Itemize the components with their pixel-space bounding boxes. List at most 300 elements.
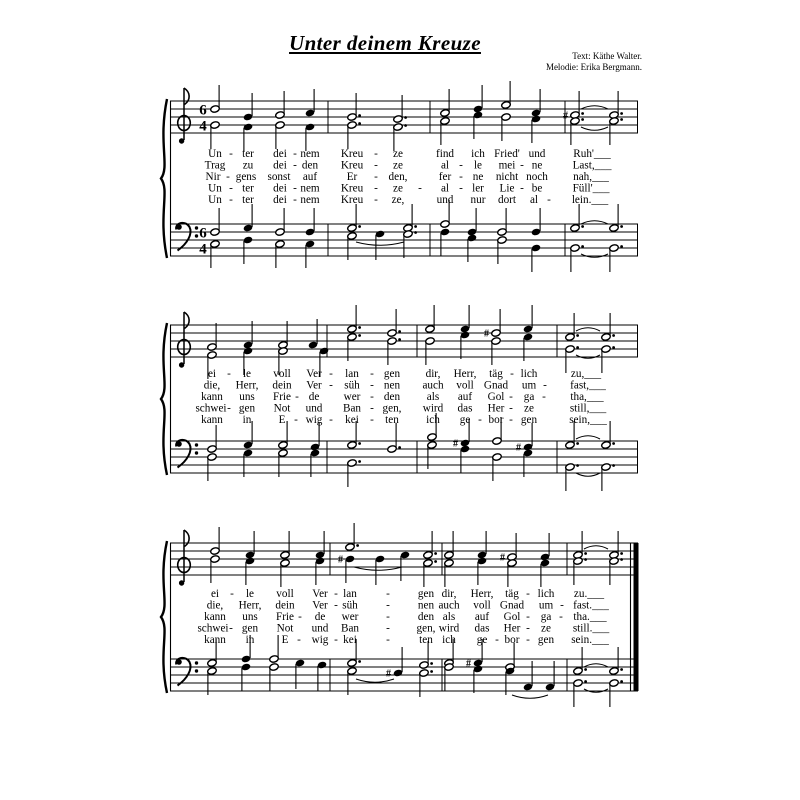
- lyric-syllable: gen: [241, 622, 259, 635]
- lyric-syllable: dein: [275, 599, 295, 612]
- augmentation-dot: [576, 464, 579, 467]
- lyric-syllable: sonst: [267, 171, 291, 183]
- lyric-syllable: al: [440, 182, 450, 195]
- lyric-syllable: ze,: [391, 194, 405, 206]
- lyric-syllable: gen: [520, 414, 538, 426]
- augmentation-dot: [398, 330, 401, 333]
- augmentation-dot: [358, 334, 361, 337]
- lyric-syllable: Gol: [487, 391, 505, 403]
- lyric-syllable: -: [520, 159, 524, 172]
- lyric-syllable: ze: [541, 622, 551, 635]
- lyric-syllable: nah,___: [573, 171, 609, 183]
- augmentation-dot: [414, 225, 417, 228]
- lyric-syllable: Herr,: [238, 599, 262, 612]
- lyric-syllable: Nir: [205, 171, 221, 183]
- lyric-syllable: -: [226, 171, 230, 183]
- lyric-syllable: dir,: [425, 368, 441, 380]
- lyric-syllable: die,: [203, 379, 221, 392]
- augmentation-dot: [584, 668, 587, 671]
- treble-clef-icon: [179, 580, 184, 585]
- lyric-syllable: den: [301, 159, 319, 172]
- lyric-syllable: nur: [470, 194, 486, 206]
- lyric-syllable: Ruh'___: [573, 148, 611, 160]
- lyric-syllable: uns: [242, 611, 258, 623]
- time-signature-denominator: 4: [199, 241, 207, 258]
- augmentation-dot: [434, 560, 437, 563]
- lyric-syllable: schwei: [197, 622, 229, 635]
- lyric-syllable: kann: [201, 391, 223, 403]
- lyric-syllable: Ver: [306, 368, 322, 380]
- lyric-syllable: -: [370, 379, 374, 392]
- credit-text-author: Text: Käthe Walter.: [572, 51, 642, 61]
- lyric-syllable: das: [474, 622, 490, 635]
- lyric-syllable: Gnad: [499, 599, 525, 612]
- augmentation-dot: [358, 122, 361, 125]
- augmentation-dot: [584, 552, 587, 555]
- lyric-syllable: wer: [343, 391, 361, 403]
- lyric-syllable: schwei: [195, 402, 227, 415]
- lyric-syllable: wird: [422, 402, 444, 415]
- system-brace: [161, 541, 167, 693]
- lyric-syllable: -: [386, 634, 390, 646]
- lyric-syllable: kann: [204, 611, 226, 623]
- lyric-syllable: lich: [520, 368, 538, 380]
- augmentation-dot: [358, 460, 361, 463]
- lyric-syllable: tha,___: [570, 391, 604, 403]
- lyric-syllable: fer: [438, 171, 452, 183]
- system-brace: [161, 99, 167, 258]
- accidental-sharp: #: [466, 658, 471, 670]
- lyric-syllable: sein.___: [571, 634, 609, 646]
- lyric-syllable: gen: [417, 588, 435, 600]
- lyric-syllable: le: [242, 368, 252, 380]
- lyric-syllable: Er: [346, 171, 358, 183]
- augmentation-dot: [620, 680, 623, 683]
- lyric-syllable: und: [436, 194, 454, 206]
- accidental-sharp: #: [500, 552, 505, 564]
- lyric-syllable: Un: [208, 194, 222, 206]
- lyric-syllable: dei: [273, 148, 287, 160]
- augmentation-dot: [584, 680, 587, 683]
- augmentation-dot: [356, 544, 359, 547]
- lyric-syllable: Ban: [342, 402, 362, 415]
- lyric-syllable: ten: [385, 414, 399, 426]
- lyric-syllable: -: [370, 391, 374, 403]
- lyric-syllable: Un: [208, 182, 222, 195]
- lyric-syllable: uns: [239, 391, 255, 403]
- lyric-syllable: de: [314, 611, 326, 623]
- augmentation-dot: [358, 225, 361, 228]
- lyric-syllable: -: [374, 159, 378, 172]
- lyric-syllable: als: [442, 611, 456, 623]
- tie: [512, 695, 548, 698]
- lyric-syllable: al: [529, 194, 539, 206]
- lyric-syllable: gen: [238, 402, 256, 415]
- lyric-syllable: auch: [422, 379, 444, 392]
- lyric-syllable: Her: [503, 622, 521, 635]
- lyric-syllable: kei: [345, 414, 359, 426]
- lyric-syllable: Gnad: [483, 379, 509, 392]
- lyric-syllable: -: [295, 391, 299, 403]
- page-title: Unter deinem Kreuze: [289, 31, 481, 55]
- augmentation-dot: [612, 346, 615, 349]
- lyric-syllable: dir,: [441, 588, 457, 600]
- lyric-syllable: dein: [272, 379, 292, 392]
- lyric-syllable: -: [526, 622, 530, 635]
- lyric-syllable: ga: [540, 611, 552, 623]
- augmentation-dot: [581, 245, 584, 248]
- lyric-syllable: zu,___: [570, 368, 602, 380]
- augmentation-dot: [620, 118, 623, 121]
- lyric-syllable: ter: [242, 148, 254, 160]
- lyric-syllable: und: [528, 148, 546, 160]
- lyric-syllable: Herr,: [453, 368, 477, 380]
- lyric-syllable: gen: [383, 368, 401, 380]
- lyric-syllable: Fried': [494, 148, 520, 160]
- lyric-syllable: -: [227, 368, 231, 380]
- lyric-syllable: -: [509, 402, 513, 415]
- augmentation-dot: [430, 662, 433, 665]
- accidental-sharp: #: [453, 438, 458, 450]
- augmentation-dot: [620, 558, 623, 561]
- lyric-syllable: und: [305, 402, 323, 415]
- lyric-syllable: -: [298, 611, 302, 623]
- lyric-syllable: Ver: [312, 588, 328, 600]
- treble-clef-icon: [179, 362, 184, 367]
- augmentation-dot: [576, 346, 579, 349]
- lyric-syllable: ter: [242, 194, 254, 206]
- augmentation-dot: [576, 334, 579, 337]
- lyric-syllable: Frie: [272, 391, 292, 403]
- lyric-syllable: Kreu: [340, 159, 364, 172]
- lyric-syllable: -: [509, 414, 513, 426]
- lyric-syllable: -: [478, 414, 482, 426]
- lyric-syllable: ich: [426, 414, 440, 426]
- lyric-syllable: den: [383, 391, 401, 403]
- lyric-syllable: Last,___: [572, 159, 612, 172]
- lyric-syllable: auch: [438, 599, 460, 612]
- lyric-syllable: Trag: [204, 159, 226, 172]
- augmentation-dot: [612, 334, 615, 337]
- lyric-syllable: gen: [537, 634, 555, 646]
- bass-clef-icon: [195, 661, 198, 664]
- lyric-syllable: Not: [276, 622, 294, 635]
- lyric-syllable: das: [457, 402, 473, 415]
- lyric-syllable: zu.___: [573, 588, 605, 600]
- treble-clef-icon: [184, 530, 189, 547]
- lyric-syllable: lein.___: [571, 194, 609, 206]
- lyric-syllable: wig: [311, 634, 329, 646]
- lyric-syllable: voll: [273, 368, 291, 380]
- lyric-syllable: um: [538, 599, 554, 612]
- lyric-syllable: ich: [471, 148, 485, 160]
- lyric-syllable: wer: [341, 611, 359, 623]
- lyric-syllable: in: [242, 414, 252, 426]
- lyric-syllable: den,: [388, 171, 408, 183]
- lyric-syllable: den: [417, 611, 435, 623]
- lyric-syllable: Gol: [503, 611, 521, 623]
- lyric-syllable: und: [311, 622, 329, 635]
- lyric-syllable: -: [374, 171, 378, 183]
- lyric-syllable: -: [229, 622, 233, 635]
- final-barline-thick: [634, 543, 639, 691]
- lyric-syllable: zu: [242, 159, 254, 172]
- bass-clef-icon: [195, 669, 198, 672]
- lyric-syllable: die,: [206, 599, 224, 612]
- lyric-syllable: ter: [242, 182, 254, 195]
- lyric-syllable: ge: [459, 414, 471, 426]
- lyric-syllable: auf: [457, 391, 473, 403]
- augmentation-dot: [581, 112, 584, 115]
- lyric-syllable: -: [294, 414, 298, 426]
- system-brace: [161, 323, 167, 475]
- lyric-syllable: Ver: [306, 379, 322, 392]
- lyric-syllable: nen: [383, 379, 401, 392]
- lyric-syllable: -: [374, 194, 378, 206]
- accidental-sharp: #: [516, 442, 521, 454]
- lyric-syllable: ne: [472, 171, 484, 183]
- lyric-syllable: als: [426, 391, 440, 403]
- lyric-syllable: ze: [393, 182, 403, 195]
- lyric-syllable: auf: [302, 171, 318, 183]
- time-signature-numerator: 6: [199, 225, 207, 242]
- bass-clef-icon: [195, 234, 198, 237]
- treble-clef-icon: [179, 138, 184, 143]
- lyric-syllable: gen,: [382, 402, 402, 415]
- lyric-syllable: still.___: [572, 622, 610, 635]
- lyric-syllable: ze: [393, 159, 403, 172]
- lyric-syllable: -: [334, 599, 338, 612]
- lyric-syllable: E: [281, 634, 289, 646]
- lyric-syllable: süh: [344, 379, 360, 392]
- lyric-syllable: -: [543, 379, 547, 392]
- lyric-syllable: kei: [343, 634, 357, 646]
- lyric-syllable: kann: [201, 414, 223, 426]
- lyric-syllable: voll: [276, 588, 294, 600]
- accidental-sharp: #: [563, 110, 568, 122]
- lyric-syllable: -: [374, 148, 378, 160]
- lyric-syllable: auf: [474, 611, 490, 623]
- augmentation-dot: [620, 112, 623, 115]
- lyric-syllable: -: [329, 368, 333, 380]
- lyric-syllable: lan: [343, 588, 357, 600]
- lyric-syllable: -: [293, 182, 297, 195]
- lyric-syllable: le: [473, 159, 483, 172]
- lyric-syllable: nem: [300, 194, 320, 206]
- lyric-syllable: -: [526, 611, 530, 623]
- augmentation-dot: [414, 231, 417, 234]
- lyric-syllable: bor: [488, 414, 504, 426]
- lyric-syllable: Lie: [499, 182, 515, 195]
- lyric-syllable: kann: [204, 634, 226, 646]
- lyric-syllable: -: [293, 159, 297, 172]
- accidental-sharp: #: [484, 328, 489, 340]
- tie: [356, 242, 404, 245]
- lyric-syllable: nem: [300, 182, 320, 195]
- lyric-syllable: -: [334, 588, 338, 600]
- lyric-syllable: ei: [210, 588, 220, 600]
- lyric-syllable: find: [435, 148, 455, 160]
- lyric-syllable: Füll'___: [572, 182, 610, 195]
- lyric-syllable: -: [510, 368, 514, 380]
- lyric-syllable: le: [245, 588, 255, 600]
- lyric-syllable: -: [293, 194, 297, 206]
- lyric-syllable: fast,___: [570, 379, 606, 392]
- lyric-syllable: Frie: [275, 611, 295, 623]
- lyric-syllable: lich: [537, 588, 555, 600]
- lyric-syllable: al: [440, 159, 450, 172]
- augmentation-dot: [434, 552, 437, 555]
- lyric-syllable: Herr,: [235, 379, 259, 392]
- lyric-syllable: ne: [531, 159, 543, 172]
- lyric-syllable: fast.___: [573, 599, 609, 612]
- augmentation-dot: [398, 338, 401, 341]
- augmentation-dot: [358, 660, 361, 663]
- lyric-syllable: -: [370, 368, 374, 380]
- lyric-syllable: -: [459, 159, 463, 172]
- tie: [584, 546, 608, 549]
- augmentation-dot: [581, 225, 584, 228]
- augmentation-dot: [404, 124, 407, 127]
- lyric-syllable: voll: [473, 599, 491, 612]
- lyric-syllable: -: [334, 634, 338, 646]
- lyric-syllable: -: [520, 182, 524, 195]
- lyric-syllable: Herr,: [470, 588, 494, 600]
- lyric-syllable: -: [386, 588, 390, 600]
- lyric-syllable: -: [386, 622, 390, 635]
- lyric-syllable: nem: [300, 148, 320, 160]
- lyric-syllable: -: [495, 634, 499, 646]
- lyric-syllable: -: [509, 391, 513, 403]
- bass-clef-icon: [195, 226, 198, 229]
- lyric-syllable: voll: [456, 379, 474, 392]
- lyric-syllable: wird: [438, 622, 460, 635]
- lyric-syllable: -: [560, 599, 564, 612]
- lyric-syllable: dei: [273, 182, 287, 195]
- lyric-syllable: noch: [526, 171, 548, 183]
- lyric-syllable: -: [418, 182, 422, 195]
- lyric-syllable: in: [245, 634, 255, 646]
- lyric-syllable: -: [386, 599, 390, 612]
- lyric-syllable: -: [370, 402, 374, 415]
- lyric-syllable: Un: [208, 148, 222, 160]
- lyric-syllable: ga: [523, 391, 535, 403]
- augmentation-dot: [576, 442, 579, 445]
- lyric-syllable: -: [229, 182, 233, 195]
- lyric-syllable: -: [229, 194, 233, 206]
- augmentation-dot: [358, 442, 361, 445]
- augmentation-dot: [620, 552, 623, 555]
- lyric-syllable: nen: [417, 599, 435, 612]
- lyric-syllable: Kreu: [340, 148, 364, 160]
- lyric-syllable: Not: [273, 402, 291, 415]
- lyric-syllable: dort: [497, 194, 517, 206]
- lyric-syllable: -: [227, 402, 231, 415]
- lyric-syllable: ze: [393, 148, 403, 160]
- lyric-syllable: um: [521, 379, 537, 392]
- lyric-syllable: sein,___: [569, 414, 607, 426]
- treble-clef-icon: [184, 88, 189, 105]
- lyric-syllable: ler: [472, 182, 484, 195]
- augmentation-dot: [398, 446, 401, 449]
- tie: [576, 436, 600, 439]
- augmentation-dot: [584, 558, 587, 561]
- lyric-syllable: -: [542, 391, 546, 403]
- augmentation-dot: [358, 326, 361, 329]
- tie: [576, 328, 600, 331]
- lyric-syllable: ze: [524, 402, 534, 415]
- augmentation-dot: [581, 118, 584, 121]
- lyric-syllable: dei: [273, 194, 287, 206]
- lyric-syllable: -: [370, 414, 374, 426]
- time-signature-numerator: 6: [199, 102, 207, 119]
- lyric-syllable: mei: [498, 159, 516, 172]
- lyric-syllable: de: [308, 391, 320, 403]
- lyric-syllable: Ban: [340, 622, 360, 635]
- lyric-syllable: Ver: [312, 599, 328, 612]
- lyric-syllable: gen,: [416, 622, 436, 635]
- lyric-syllable: -: [526, 588, 530, 600]
- lyric-syllable: täg: [489, 368, 503, 380]
- augmentation-dot: [612, 442, 615, 445]
- lyric-syllable: -: [329, 379, 333, 392]
- lyric-syllable: -: [329, 414, 333, 426]
- lyric-syllable: ten: [419, 634, 433, 646]
- lyric-syllable: be: [531, 182, 543, 195]
- lyric-syllable: -: [297, 634, 301, 646]
- lyric-syllable: bor: [504, 634, 520, 646]
- lyric-syllable: -: [386, 611, 390, 623]
- lyric-syllable: Her: [487, 402, 505, 415]
- time-signature-denominator: 4: [199, 118, 207, 135]
- accidental-sharp: #: [386, 668, 391, 680]
- lyric-syllable: -: [459, 182, 463, 195]
- lyric-syllable: ge: [476, 634, 488, 646]
- bass-clef-icon: [195, 451, 198, 454]
- augmentation-dot: [620, 668, 623, 671]
- augmentation-dot: [612, 464, 615, 467]
- lyric-syllable: süh: [342, 599, 358, 612]
- augmentation-dot: [430, 670, 433, 673]
- lyric-syllable: täg: [505, 588, 519, 600]
- lyric-syllable: wig: [305, 414, 323, 426]
- lyric-syllable: ich: [442, 634, 456, 646]
- accidental-sharp: #: [338, 554, 343, 566]
- lyric-syllable: -: [547, 194, 551, 206]
- lyric-syllable: -: [293, 148, 297, 160]
- lyric-syllable: lan: [345, 368, 359, 380]
- lyric-syllable: tha.___: [573, 611, 607, 623]
- credit-melody-author: Melodie: Erika Bergmann.: [545, 61, 642, 72]
- lyric-syllable: nicht: [495, 171, 519, 183]
- lyric-syllable: gens: [235, 171, 257, 183]
- lyric-syllable: dei: [273, 159, 287, 172]
- lyric-syllable: E: [278, 414, 286, 426]
- augmentation-dot: [620, 245, 623, 248]
- augmentation-dot: [358, 114, 361, 117]
- lyric-syllable: still,___: [569, 402, 607, 415]
- lyric-syllable: Kreu: [340, 182, 364, 195]
- lyric-syllable: -: [559, 611, 563, 623]
- augmentation-dot: [404, 116, 407, 119]
- bass-clef-icon: [195, 443, 198, 446]
- lyric-syllable: -: [526, 634, 530, 646]
- treble-clef-icon: [184, 312, 189, 329]
- lyric-syllable: Kreu: [340, 194, 364, 206]
- lyric-syllable: -: [230, 588, 234, 600]
- lyric-syllable: ei: [207, 368, 217, 380]
- lyric-syllable: -: [459, 171, 463, 183]
